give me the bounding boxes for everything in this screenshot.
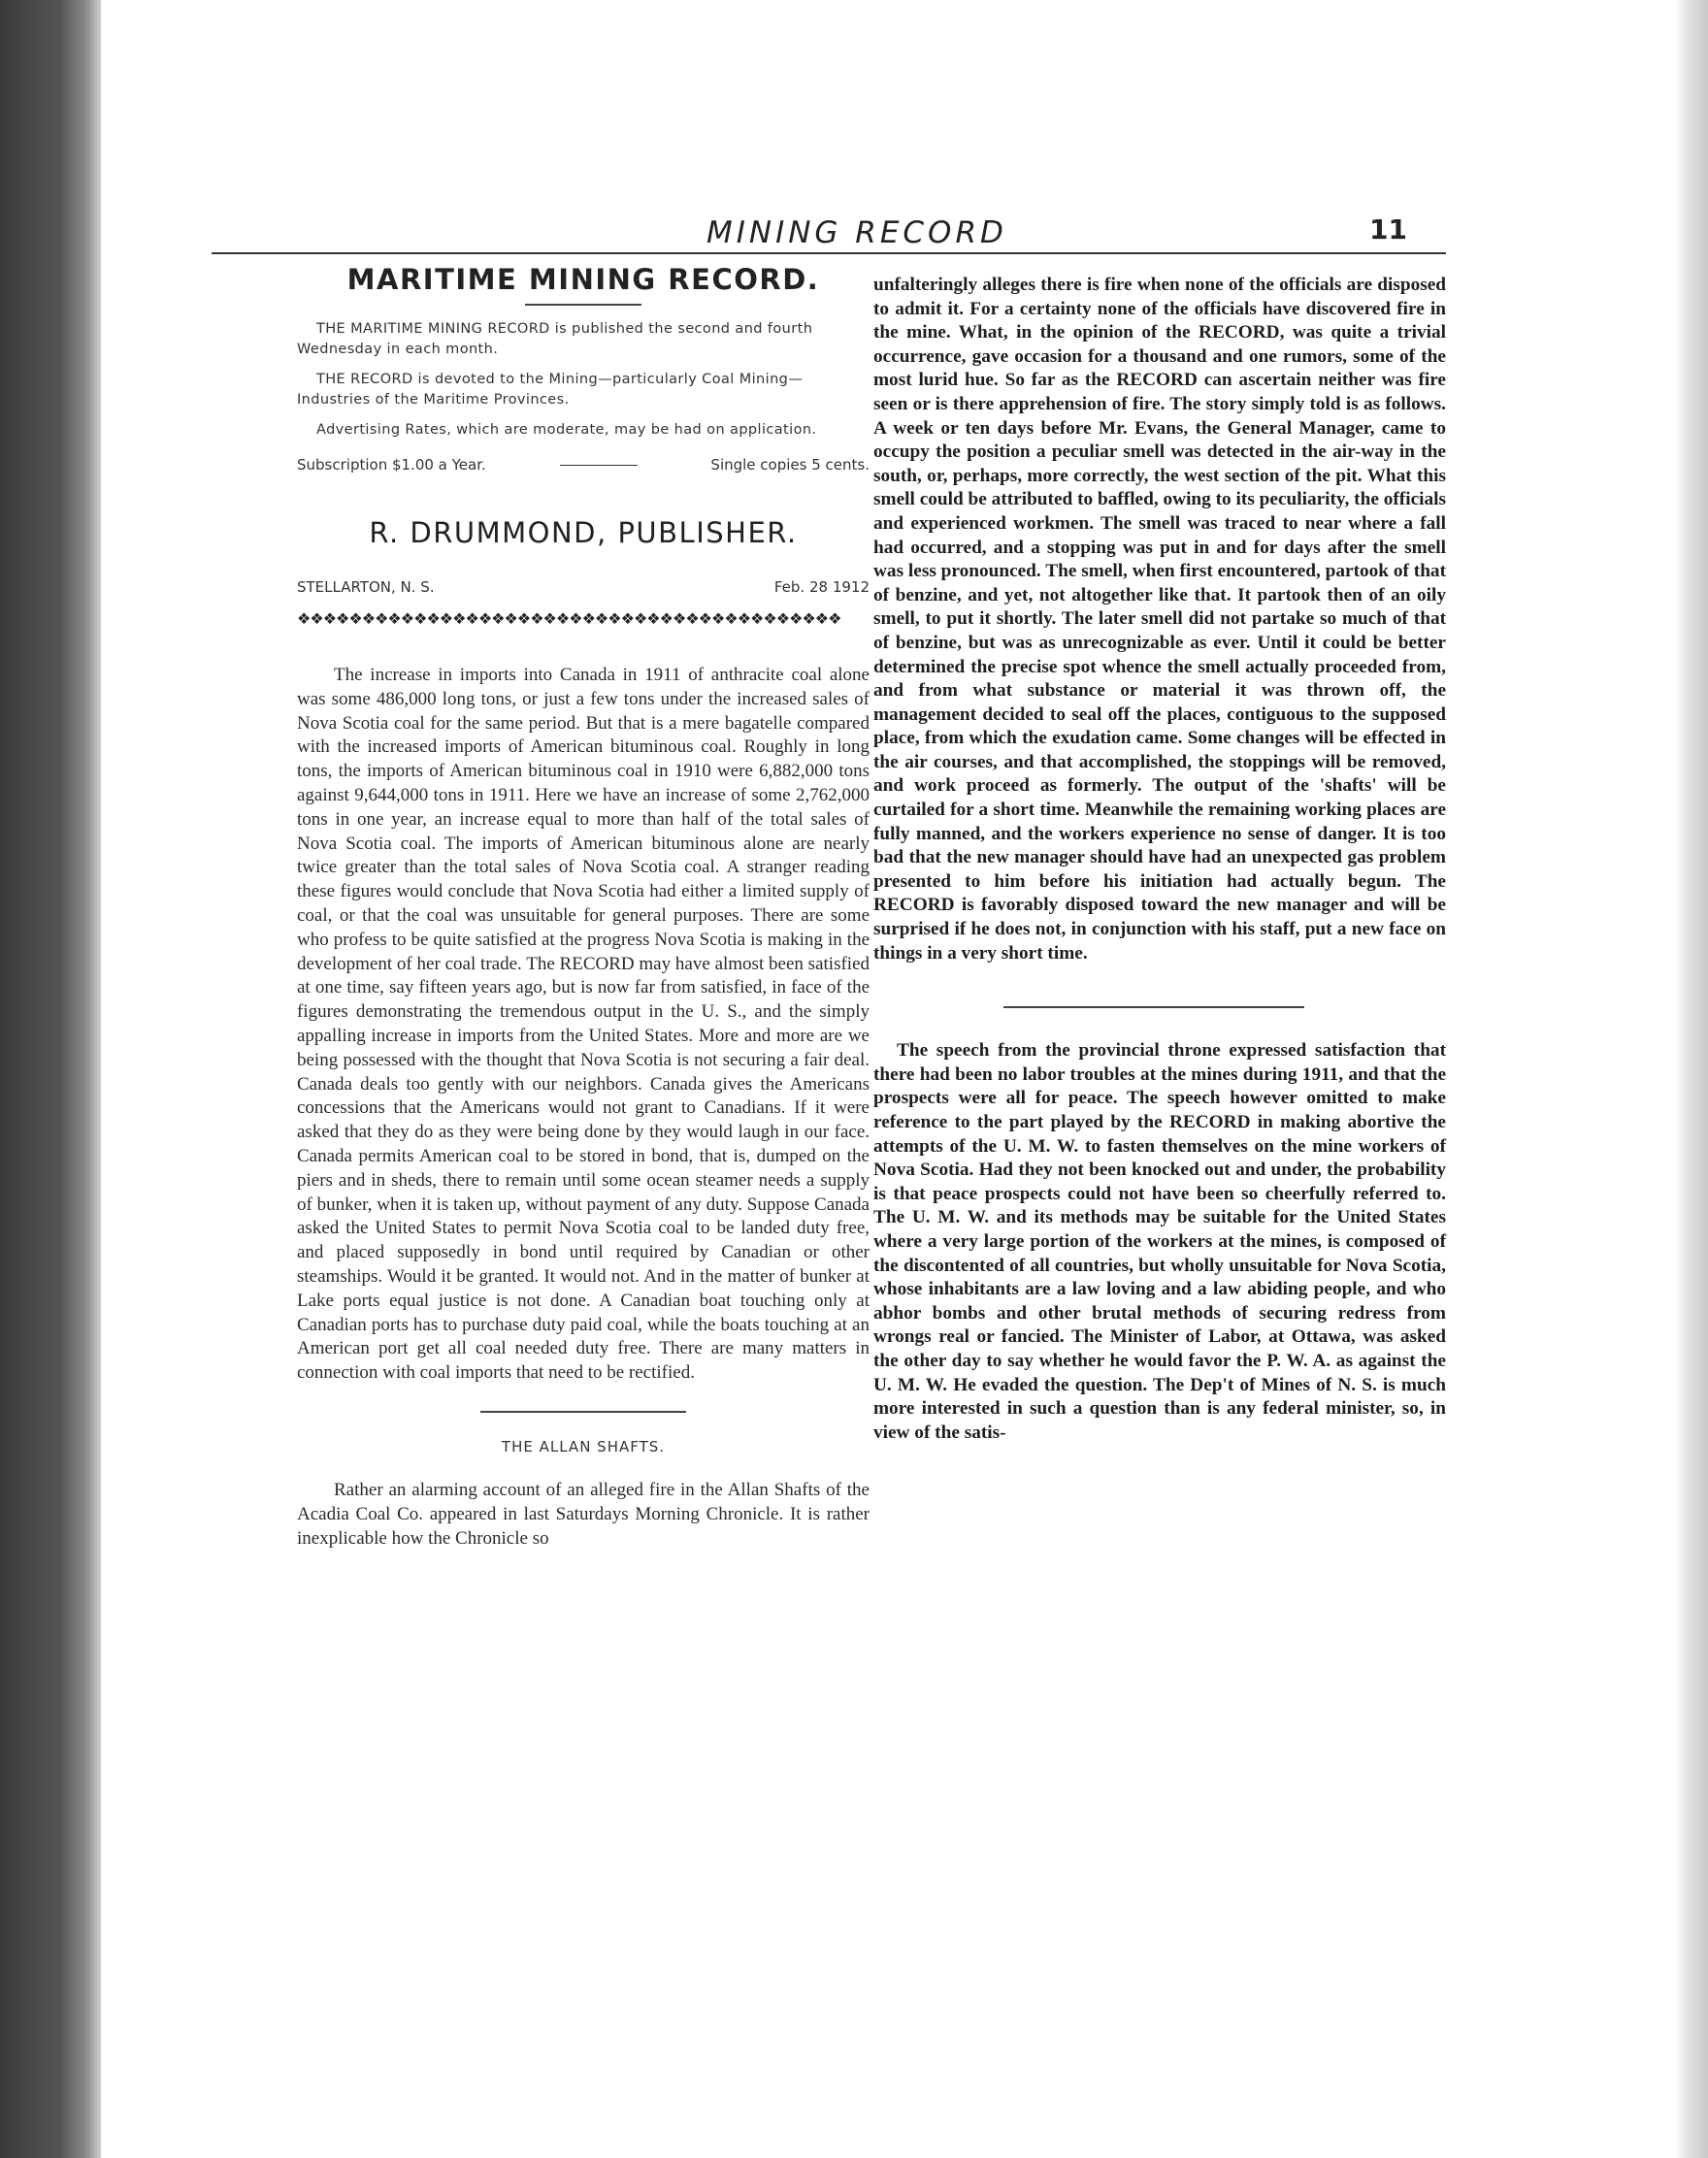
- left-column: [297, 257, 870, 1551]
- subscription-line: [297, 456, 870, 474]
- place: STELLARTON, N. S.: [297, 578, 435, 596]
- place-date-line: [297, 578, 870, 596]
- dash-rule: [560, 465, 638, 466]
- section-heading: THE ALLAN SHAFTS.: [501, 1437, 666, 1455]
- running-title: MINING RECORD: [706, 215, 1007, 250]
- issue-date: Feb. 28 1912: [773, 578, 870, 596]
- single-copy-price: Single copies 5 cents.: [710, 456, 870, 474]
- publisher-name: R. DRUMMOND, PUBLISHER.: [369, 516, 798, 549]
- article-allan-shafts-continued: unfalteringly alleges there is fire when none of the officials are disposed to admit it. For a certainty none of the officials have discovered fire in the mine. What, in the opinion of the RECORD, was quite a trivial occurrence, gave occasion for a thousand and one rumors, some of the most lurid hue. So far as the RECORD can ascertain neither was fire seen or is there apprehension of fire. The story simply told is as follows. A week or ten days before Mr. Evans, the General Manager, came to occupy the position a peculiar smell was detected in the air-way in the south, or, perhaps, more correctly, the west section of the pit. What this smell could be attributed to baffled, owing to its peculiarity, the officials and experienced workmen. The smell was traced to near where a fall had occurred, and a stopping was put in and for days after the smell was less pronounced. The smell, when first encountered, partook of that of benzine, and yet, not altogether like that. It partook then of an oily smell, to put it shortly. The later smell did not partake so much of that of benzine, but was as unrecognizable as ever. Until it could be better determined the precise spot whence the smell actually proceeded from, and from what substance or material it was thrown off, the management decided to seal off the places, contiguous to the supposed place, from which the exudation came. Some changes will be effected in the air courses, and that accomplished, the stoppings will be removed, and work proceed as formerly. The output of the 'shafts' will be curtailed for a short time. Meanwhile the remaining working places are fully manned, and the workers experience no sense of danger. It is too bad that the new manager should have had an unexpected gas problem presented to him before his initiation had actually begun. The RECORD is favorably disposed toward the new manager and will be surprised if he does not, in conjunction with his staff, put a new face on things in a very short time.: [873, 275, 1446, 964]
- masthead-info: Advertising Rates, which are moderate, may be had on application.: [316, 422, 817, 438]
- page-number: 11: [1369, 213, 1407, 245]
- subscription-price: Subscription $1.00 a Year.: [297, 456, 486, 474]
- article-throne-speech: The speech from the provincial throne expressed satisfaction that there had been no labor troubles at the mines during 1911, and that the prospects were all for peace. The speech however omitted to make reference to the part played by the RECORD in making abortive the attempts of the U. M. W. to fasten themselves on the mine workers of Nova Scotia. Had they not been knocked out and under, the probability is that peace prospects could not have been so cheerfully referred to. The U. M. W. and its methods may be suitable for the United States where a very large portion of the workers at the mines, is composed of the discontented of all countries, but wholly unsuitable for Nova Scotia, whose inhabitants are a law loving and a law abiding people, and who abhor bombs and other brutal methods of securing redress from wrongs real or fancied. The Minister of Labor, at Ottawa, was asked the other day to say whether he would favor the P. W. A. as against the U. M. W. He evaded the question. The Dep't of Mines of N. S. is much more interested in such a question than is any federal minister, so, in view of the satis-: [873, 1040, 1446, 1443]
- section-separator: [1003, 1006, 1304, 1008]
- masthead-info: THE MARITIME MINING RECORD is published the second and fourth Wednesday in each month.: [297, 321, 813, 357]
- article-allan-shafts: Rather an alarming account of an alleged fire in the Allan Shafts of the Acadia Coal Co. appeared in last Saturdays Morning Chronicle. It is rather inexplicable how the Chronicle so: [297, 1479, 870, 1549]
- masthead-rule: [525, 304, 641, 306]
- masthead-title: MARITIME MINING RECORD.: [346, 263, 820, 296]
- ornamental-rule: ❖❖❖❖❖❖❖❖❖❖❖❖❖❖❖❖❖❖❖❖❖❖❖❖❖❖❖❖❖❖❖❖❖❖❖❖❖❖❖❖❖❖: [297, 611, 841, 628]
- masthead-info: THE RECORD is devoted to the Mining—particularly Coal Mining—Industries of the Maritime Provinces.: [297, 372, 804, 408]
- scan-binding-edge: [0, 0, 101, 2158]
- article-coal-imports: The increase in imports into Canada in 1911 of anthracite coal alone was some 486,000 long tons, or just a few tons under the increased sales of Nova Scotia coal for the same period. But that is a mere bagatelle compared with the increased imports of American bituminous coal. Roughly in long tons, the imports of American bituminous coal in 1910 were 6,882,000 tons against 9,644,000 tons in 1911. Here we have an increase of some 2,762,000 tons in one year, an increase equal to more than half of the total sales of Nova Scotia coal. The imports of American bituminous alone are nearly twice greater than the total sales of Nova Scotia coal. A stranger reading these figures would conclude that Nova Scotia had either a limited supply of coal, or that the coal was unsuitable for general purposes. There are some who profess to be quite satisfied at the progress Nova Scotia is making in the development of her coal trade. The RECORD may have almost been satisfied at one time, say fifteen years ago, but is now far from satisfied, in face of the figures demonstrating the tremendous output in the U. S., and the simply appalling increase in imports from the United States. More and more are we being possessed with the thought that Nova Scotia is not securing a fair deal. Canada deals too gently with our neighbors. Canada gives the Americans concessions that the Americans would not grant to Canadians. If it were asked that they do as they were being done by they would laugh in our face. Canada permits American coal to be stored in bond, that is, dumped on the piers and in sheds, there to remain until some ocean steamer needs a supply of bunker, when it is taken up, without payment of any duty. Suppose Canada asked the United States to permit Nova Scotia coal to be landed duty free, and placed supposedly in bond until required by Canadian or other steamships. Would it be granted. It would not. And in the matter of bunker at Lake ports equal justice is not done. A Canadian boat touching only at Canadian ports has to purchase duty paid coal, while the boats touching at an American port get all coal needed duty free. There are many matters in connection with coal imports that need to be rectified.: [297, 665, 870, 1384]
- section-separator: [480, 1411, 686, 1413]
- right-column: [873, 274, 1446, 1445]
- running-header: [212, 215, 1446, 254]
- scan-page-edge: [1675, 0, 1708, 2158]
- header-rule: [212, 252, 1446, 254]
